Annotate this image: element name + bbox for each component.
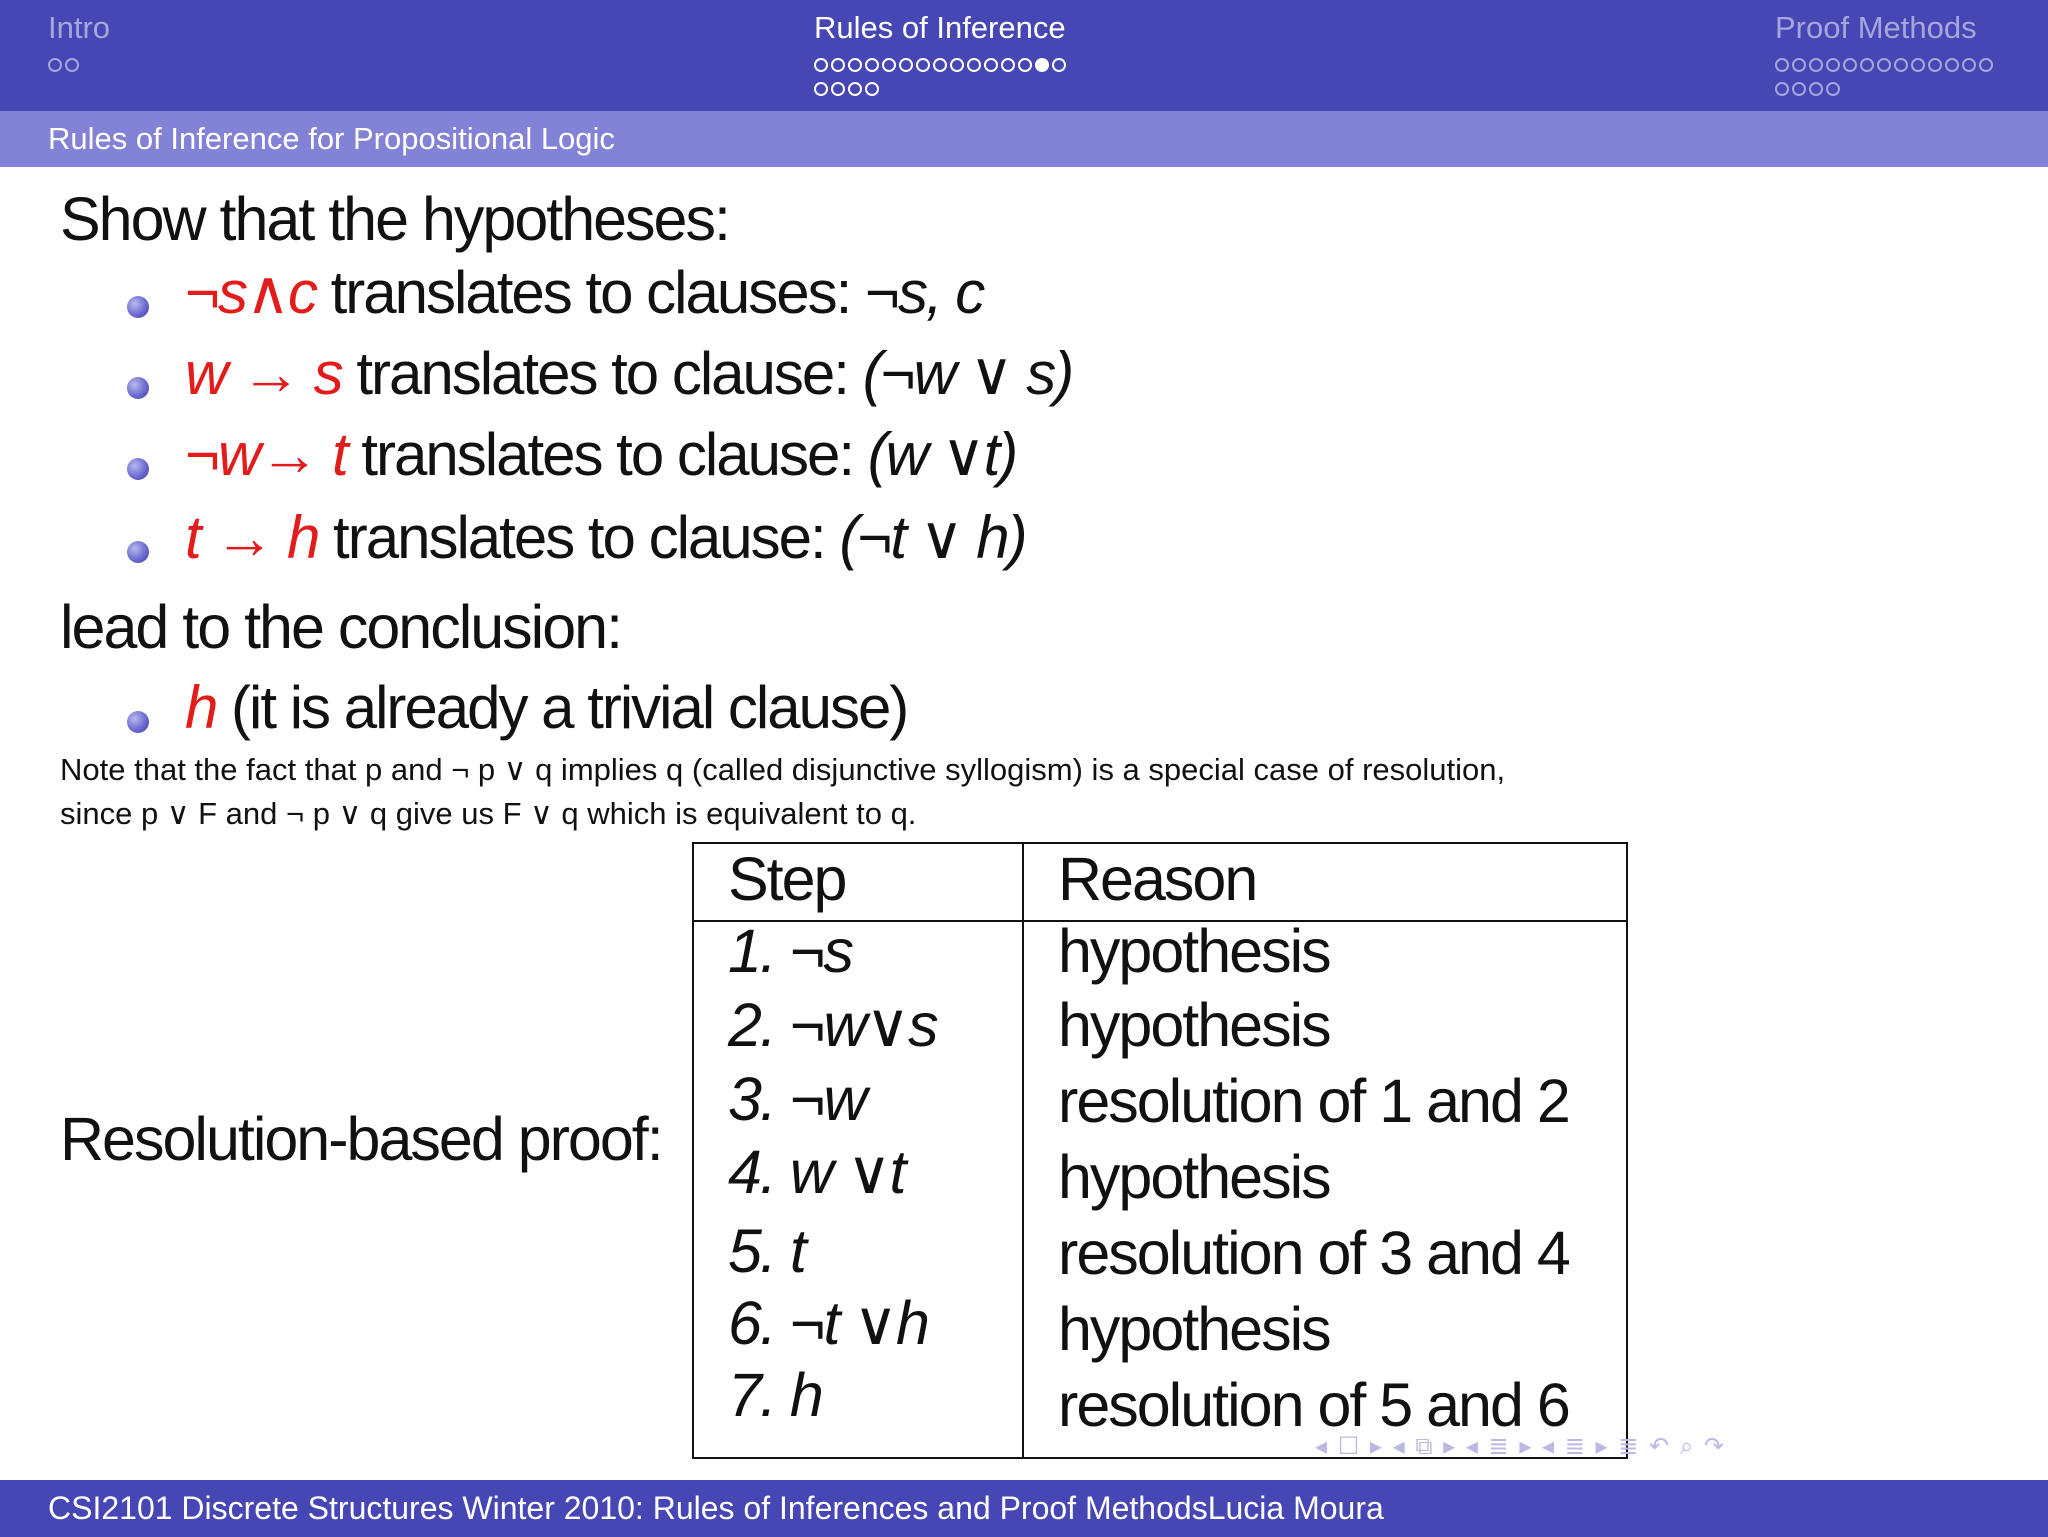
nav-dots-row	[1775, 77, 1996, 97]
bullet-text: translates to clauses:	[315, 259, 865, 326]
hypothesis-bullet	[185, 258, 983, 328]
frame-dot[interactable]	[831, 58, 845, 72]
bullet-icon	[127, 377, 149, 399]
frame-dot[interactable]	[1962, 58, 1976, 72]
frame-dot[interactable]	[899, 58, 913, 72]
proof-reason: resolution of 5 and 6	[1058, 1371, 1569, 1439]
frame-dot[interactable]	[950, 58, 964, 72]
conclusion-formula: h	[185, 674, 217, 741]
nav-section-intro[interactable]	[48, 8, 110, 73]
frame-dot[interactable]	[1018, 58, 1032, 72]
nav-dots-row	[814, 53, 1069, 73]
note-line-2: since p ∨ F and ¬ p ∨ q give us F ∨ q which is equivalent to q.	[60, 796, 917, 831]
hypothesis-bullet	[185, 420, 1016, 490]
frame-dot[interactable]	[865, 58, 879, 72]
frame-dot[interactable]	[882, 58, 896, 72]
hypothesis-bullet	[185, 503, 1026, 573]
conclusion-heading: lead to the conclusion:	[60, 593, 622, 661]
proof-reason: resolution of 1 and 2	[1058, 1067, 1569, 1135]
frame-dot[interactable]	[1775, 82, 1789, 96]
frame-dot[interactable]	[967, 58, 981, 72]
conclusion-bullet	[185, 673, 907, 743]
conclusion-text: (it is already a trivial clause)	[216, 674, 908, 741]
nav-dots-row	[48, 53, 110, 73]
nav-section-label[interactable]: Proof Methods	[1775, 10, 1977, 45]
proof-step: 4. w ∨t	[728, 1138, 905, 1206]
frame-dot[interactable]	[1001, 58, 1015, 72]
frame-dot[interactable]	[1945, 58, 1959, 72]
frame-dot[interactable]	[1792, 82, 1806, 96]
clause-result: (w ∨t)	[867, 421, 1017, 488]
hypotheses-heading: Show that the hypotheses:	[60, 185, 729, 253]
nav-section-rules-of-inference[interactable]	[814, 8, 1069, 97]
nav-section-label[interactable]: Rules of Inference	[814, 10, 1066, 45]
frame-dot[interactable]	[984, 58, 998, 72]
clause-result: ¬s, c	[864, 259, 984, 326]
hypothesis-bullet	[185, 339, 1072, 409]
table-column-divider	[1022, 844, 1024, 1457]
frame-dot[interactable]	[1860, 58, 1874, 72]
bullet-icon	[127, 296, 149, 318]
current-frame-dot[interactable]	[1035, 58, 1049, 72]
proof-reason: resolution of 3 and 4	[1058, 1219, 1569, 1287]
beamer-navigation-controls[interactable]: ◂ ☐ ▸ ◂ ⧉ ▸ ◂ ≣ ▸ ◂ ≣ ▸ ≣ ↶ ⌕ ↷	[1315, 1433, 1727, 1460]
hypothesis-formula: ¬w→ t	[185, 421, 347, 488]
section-navigation-bar	[0, 0, 2048, 111]
proof-step: 5. t	[728, 1217, 805, 1285]
header-step: Step	[728, 845, 846, 913]
proof-reason: hypothesis	[1058, 1295, 1330, 1363]
frame-dot[interactable]	[1911, 58, 1925, 72]
footer-bar	[0, 1480, 2048, 1537]
nav-dots-row	[814, 77, 1069, 97]
frame-dot[interactable]	[48, 58, 62, 72]
frame-dot[interactable]	[1826, 58, 1840, 72]
bullet-text: translates to clause:	[341, 340, 863, 407]
resolution-proof-table	[692, 842, 1628, 1459]
header-reason: Reason	[1058, 845, 1257, 913]
proof-label: Resolution-based proof:	[60, 1105, 662, 1173]
bullet-text: translates to clause:	[318, 504, 840, 571]
hypothesis-formula: w → s	[185, 340, 342, 407]
frame-dot[interactable]	[1052, 58, 1066, 72]
subsection-title: Rules of Inference for Propositional Logic	[48, 121, 615, 156]
frame-dot[interactable]	[1877, 58, 1891, 72]
frame-dot[interactable]	[1809, 82, 1823, 96]
proof-reason: hypothesis	[1058, 1143, 1330, 1211]
bullet-icon	[127, 541, 149, 563]
footer-text: CSI2101 Discrete Structures Winter 2010: Rules of Inferences and Proof MethodsLucia Moura	[48, 1490, 1384, 1526]
frame-dot[interactable]	[916, 58, 930, 72]
frame-dot[interactable]	[1792, 58, 1806, 72]
bullet-icon	[127, 711, 149, 733]
nav-section-proof-methods[interactable]	[1775, 8, 1996, 97]
frame-dot[interactable]	[1928, 58, 1942, 72]
clause-result: (¬w ∨ s)	[862, 340, 1073, 407]
frame-dot[interactable]	[831, 82, 845, 96]
bullet-icon	[127, 458, 149, 480]
bullet-text: translates to clause:	[346, 421, 868, 488]
proof-step: 2. ¬w∨s	[728, 991, 937, 1059]
frame-dot[interactable]	[1979, 58, 1993, 72]
frame-dot[interactable]	[814, 58, 828, 72]
hypothesis-formula: ¬s∧c	[185, 259, 316, 326]
nav-dots-row	[1775, 53, 1996, 73]
frame-dot[interactable]	[814, 82, 828, 96]
frame-dot[interactable]	[865, 82, 879, 96]
proof-reason: hypothesis	[1058, 917, 1330, 985]
proof-step: 6. ¬t ∨h	[728, 1289, 928, 1357]
frame-dot[interactable]	[933, 58, 947, 72]
nav-section-label[interactable]: Intro	[48, 10, 111, 45]
frame-dot[interactable]	[65, 58, 79, 72]
proof-step: 3. ¬w	[728, 1065, 866, 1133]
frame-dot[interactable]	[1809, 58, 1823, 72]
clause-result: (¬t ∨ h)	[839, 504, 1026, 571]
proof-step: 7. h	[728, 1361, 822, 1429]
frame-dot[interactable]	[848, 82, 862, 96]
proof-step: 1. ¬s	[728, 917, 852, 985]
frame-dot[interactable]	[1894, 58, 1908, 72]
frame-dot[interactable]	[1775, 58, 1789, 72]
subsection-bar	[0, 111, 2048, 167]
frame-dot[interactable]	[1826, 82, 1840, 96]
note-line-1: Note that the fact that p and ¬ p ∨ q implies q (called disjunctive syllogism) is a special case of resolution,	[60, 752, 1506, 787]
frame-dot[interactable]	[1843, 58, 1857, 72]
frame-dot[interactable]	[848, 58, 862, 72]
hypothesis-formula: t → h	[185, 504, 319, 571]
proof-reason: hypothesis	[1058, 991, 1330, 1059]
